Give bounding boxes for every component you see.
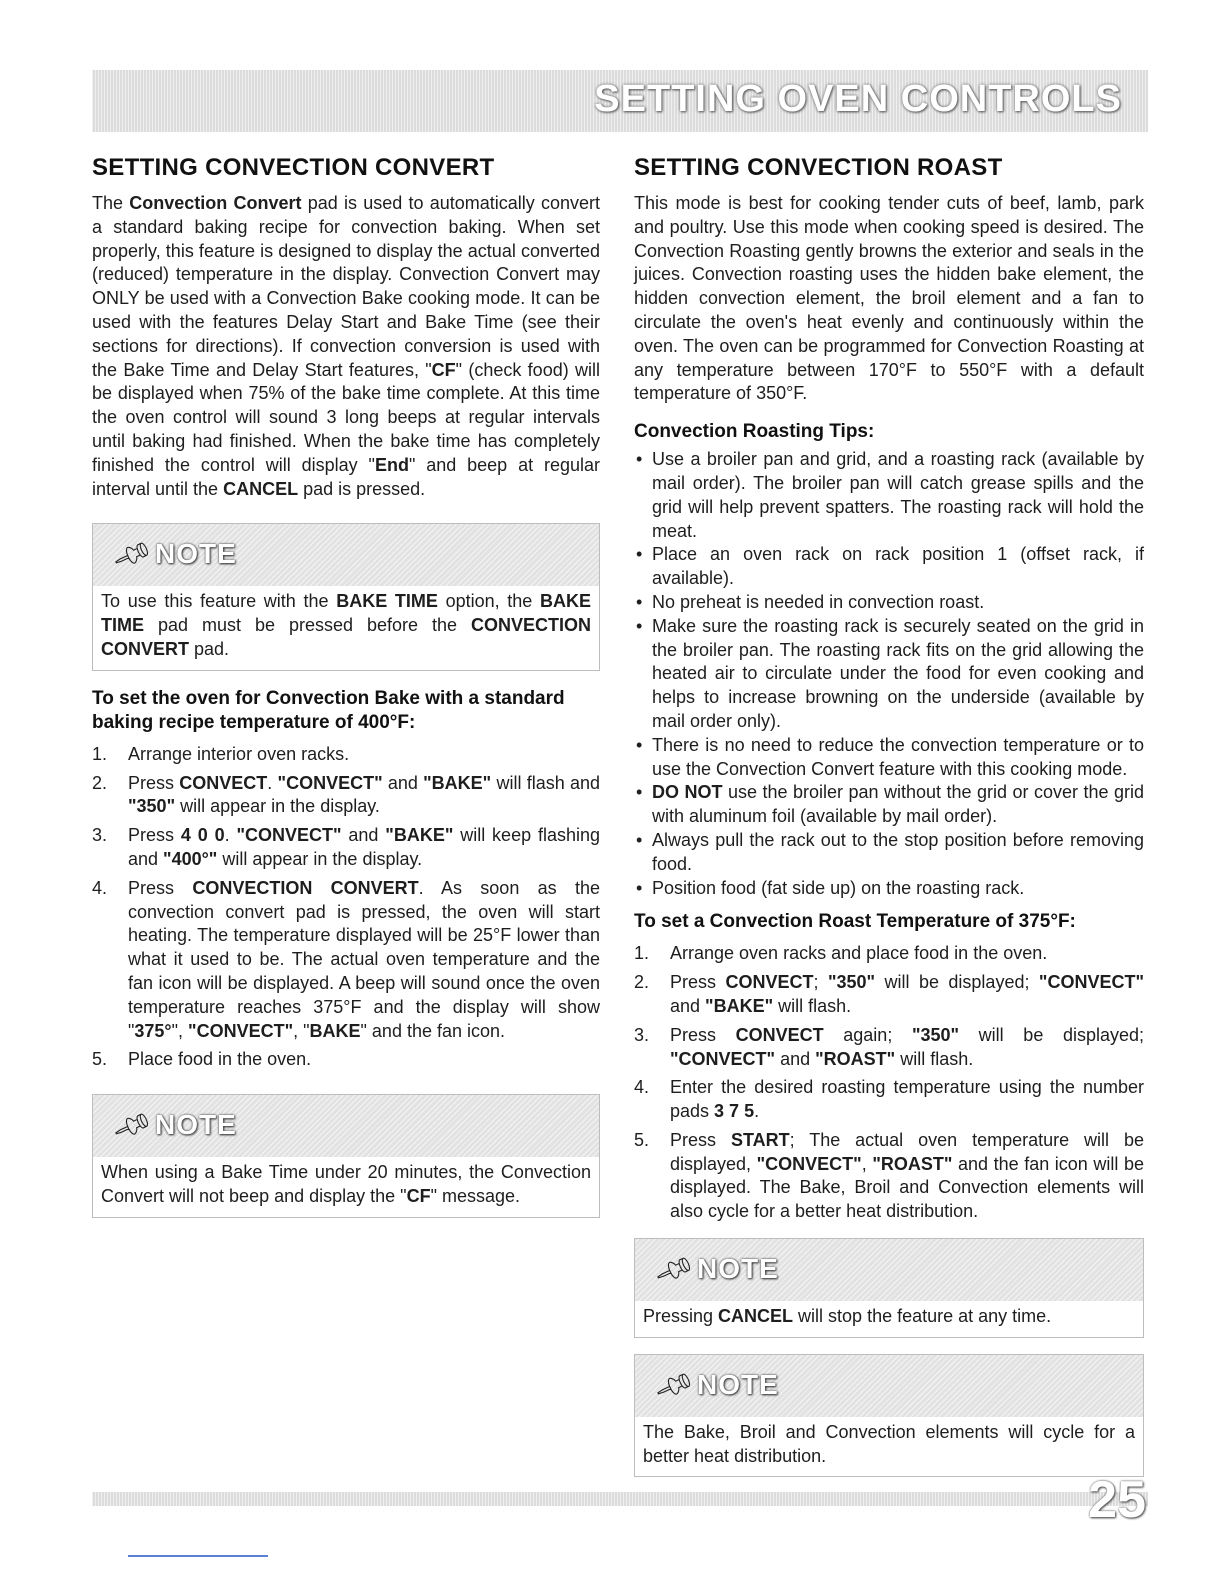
- bold-text: "350": [128, 796, 176, 817]
- tips-list: [634, 448, 1144, 900]
- note-label: NOTE: [697, 1253, 779, 1285]
- note-label: NOTE: [155, 538, 237, 570]
- step-number: 2.: [92, 772, 108, 793]
- right-column: [634, 154, 1144, 1493]
- bold-text: START: [730, 1129, 790, 1150]
- text-run: pad is pressed.: [298, 478, 426, 499]
- step-item: [634, 942, 1144, 966]
- bold-text: Convection Convert: [129, 193, 302, 213]
- tip-item: [634, 734, 1144, 782]
- text-run: ,: [861, 1153, 873, 1174]
- tip-item: [634, 781, 1144, 829]
- bold-text: "CONVECT": [188, 1020, 294, 1041]
- bold-text: DO NOT: [652, 782, 723, 803]
- step-item: [634, 1024, 1144, 1072]
- text-run: ;: [813, 972, 828, 993]
- convection-convert-intro: [92, 192, 600, 501]
- note-label: NOTE: [697, 1368, 779, 1400]
- text-run: Arrange oven racks and place food in the oven.: [670, 943, 1048, 964]
- bold-text: CANCEL: [718, 1306, 794, 1327]
- text-run: will appear in the display.: [175, 796, 380, 817]
- step-item: [634, 971, 1144, 1019]
- text-run: Always pull the rack out to the stop position before removing food.: [652, 829, 1144, 874]
- note-header: [635, 1355, 1143, 1417]
- note-header: [93, 524, 599, 586]
- tip-item: [634, 591, 1144, 615]
- text-run: .: [754, 1101, 760, 1122]
- note-text: [635, 1301, 1143, 1337]
- page-number: 25: [1088, 1471, 1146, 1529]
- text-run: pad must be pressed before the: [144, 615, 471, 636]
- bold-text: "CONVECT": [1038, 972, 1144, 993]
- note-text: [635, 1417, 1143, 1477]
- tip-item: [634, 448, 1144, 543]
- tip-item: [634, 829, 1144, 877]
- text-run: ",: [171, 1020, 189, 1041]
- step-number: 4.: [634, 1077, 650, 1098]
- pushpin-icon: 📌︎: [110, 534, 155, 576]
- step-number: 5.: [634, 1129, 650, 1150]
- text-run: Press: [128, 825, 181, 846]
- step-number: 3.: [634, 1024, 650, 1045]
- bold-text: "400°": [163, 848, 218, 869]
- tip-item: [634, 615, 1144, 734]
- text-run: The: [92, 193, 130, 213]
- bold-text: "ROAST": [815, 1048, 896, 1069]
- step-number: 3.: [92, 825, 108, 846]
- text-run: option, the: [437, 591, 540, 612]
- left-column: [92, 154, 600, 1234]
- bold-text: CONVECT: [725, 972, 814, 993]
- text-run: When using a Bake Time under 20 minutes, the Convection Convert will not beep and display the ": [101, 1162, 591, 1206]
- footer-band: [92, 1492, 1148, 1506]
- section-heading-convection-convert: SETTING CONVECTION CONVERT: [92, 154, 495, 181]
- text-run: " message.: [430, 1185, 521, 1206]
- bold-text: "CONVECT": [670, 1048, 776, 1069]
- procedure-title: To set the oven for Convection Bake with a standard baking recipe temperature of 400°F:: [92, 687, 565, 733]
- step-item: [92, 743, 600, 767]
- text-run: and: [341, 825, 386, 846]
- tips-title: Convection Roasting Tips:: [634, 421, 875, 443]
- text-run: pad.: [189, 638, 230, 659]
- bold-text: CANCEL: [223, 478, 299, 499]
- tip-item: [634, 543, 1144, 591]
- page-title: SETTING OVEN CONTROLS: [594, 78, 1122, 120]
- text-run: To use this feature with the: [101, 591, 337, 612]
- step-number: 4.: [92, 877, 108, 898]
- bold-text: "350": [827, 972, 876, 993]
- text-run: will stop the feature at any time.: [793, 1306, 1052, 1327]
- bold-text: "350": [911, 1024, 960, 1045]
- bold-text: CF: [406, 1185, 431, 1206]
- text-run: Press: [670, 1024, 736, 1045]
- text-run: Arrange interior oven racks.: [128, 743, 350, 764]
- bold-text: End: [374, 454, 409, 475]
- text-run: and the fan icon will be displayed. The Bake, Broil and Convection elements will also cycle for a better heat distribution.: [670, 1153, 1144, 1222]
- text-run: .: [267, 772, 278, 793]
- section-heading-convection-roast: SETTING CONVECTION ROAST: [634, 154, 1003, 181]
- note-box: [92, 1094, 600, 1218]
- note-header: [635, 1239, 1143, 1301]
- bold-text: BAKE TIME: [336, 591, 438, 612]
- note-text: [93, 586, 599, 669]
- text-run: pad is used to automatically convert a standard baking recipe for convection baking. When set properly, this feature is designed to display the actual converted (reduced) temperature in the display. Convection Convert may ONLY be used with a Convection Bake cooking mode. It can be used with the features Delay Start and Bake Time (see their sections for directions). If convection conversion is used with the Bake Time and Delay Start features, ": [92, 193, 600, 380]
- text-run: . As soon as the convection convert pad is pressed, the oven will start heating. The temperature displayed will be 25°F lower than what it used to be. The actual oven temperature and the fan icon will be displayed. A beep will sound once the oven temperature reaches 375°F and the display will show ": [128, 877, 600, 1041]
- text-run: Use a broiler pan and grid, and a roasting rack (available by mail order). The broiler pan will catch grease spills and the grid will help prevent spatters. The roasting rack will hold the meat.: [652, 449, 1144, 541]
- text-run: Press: [670, 972, 726, 993]
- procedure-title: To set a Convection Roast Temperature of 375°F:: [634, 911, 1076, 933]
- bold-text: "CONVECT": [236, 825, 342, 846]
- text-run: Press: [670, 1129, 731, 1150]
- text-run: Place food in the oven.: [128, 1049, 312, 1070]
- text-run: " (check food) will be displayed when 75% of the bake time complete. At this time the oven control will sound 3 long beeps at regular intervals until baking had finished. When the bake time has completely finished the control will display ": [92, 359, 601, 475]
- text-run: will appear in the display.: [217, 848, 423, 869]
- bold-text: "CONVECT": [277, 772, 383, 793]
- text-run: Pressing: [643, 1306, 719, 1327]
- text-run: , ": [293, 1020, 310, 1041]
- text-run: and: [670, 995, 706, 1016]
- bold-text: "BAKE": [385, 825, 454, 846]
- text-run: The Bake, Broil and Convection elements will cycle for a better heat distribution.: [643, 1421, 1135, 1466]
- text-run: There is no need to reduce the convection temperature or to use the Convection Convert feature with this cooking mode.: [652, 734, 1144, 779]
- pushpin-icon: 📌︎: [652, 1248, 697, 1291]
- step-item: [92, 772, 600, 820]
- step-item: [92, 1048, 600, 1072]
- text-run: will flash and: [491, 772, 600, 793]
- note-box: [92, 523, 600, 670]
- header-band: [92, 70, 1148, 132]
- text-run: .: [224, 825, 237, 846]
- bold-text: "BAKE": [423, 772, 492, 793]
- text-run: will be displayed;: [875, 972, 1039, 993]
- step-item: [634, 1129, 1144, 1224]
- procedure-steps: [92, 743, 600, 1072]
- bold-text: CF: [431, 359, 456, 380]
- text-run: Place an oven rack on rack position 1 (offset rack, if available).: [652, 544, 1144, 589]
- text-run: will flash.: [895, 1048, 974, 1069]
- text-run: will be displayed;: [959, 1024, 1145, 1045]
- note-text: [93, 1157, 599, 1217]
- bold-text: 3 7 5: [714, 1101, 755, 1122]
- text-run: Press: [128, 877, 193, 898]
- step-number: 2.: [634, 972, 650, 993]
- bold-text: CONVECTION CONVERT: [192, 877, 419, 898]
- text-run: " and beep at regular interval until the: [92, 454, 601, 499]
- step-item: [92, 877, 600, 1044]
- bold-text: "CONVECT": [756, 1153, 862, 1174]
- bold-text: "ROAST": [872, 1153, 953, 1174]
- bold-text: CONVECTION CONVERT: [101, 615, 591, 659]
- text-run: Position food (fat side up) on the roasting rack.: [652, 877, 1025, 898]
- convection-roast-intro: This mode is best for cooking tender cuts of beef, lamb, park and poultry. Use this mode when cooking speed is desired. The Convection Roasting gently browns the exterior and seals in the juices. Convection roasting uses the hidden bake element, the hidden convection element, the broil element and a fan to circulate the oven's heat evenly and continuously within the oven. The oven can be programmed for Convection Roasting at any temperature between 170°F to 550°F with a default temperature of 350°F.: [634, 193, 1144, 404]
- bold-text: 375°: [134, 1020, 172, 1041]
- bold-text: "BAKE": [705, 995, 774, 1016]
- text-run: No preheat is needed in convection roast.: [652, 591, 985, 612]
- text-run: use the broiler pan without the grid or cover the grid with aluminum foil (available by mail order).: [652, 782, 1145, 827]
- bold-text: CONVECT: [735, 1024, 824, 1045]
- text-run: Press: [128, 772, 180, 793]
- text-run: again;: [823, 1024, 912, 1045]
- text-run: Make sure the roasting rack is securely seated on the grid in the broiler pan. The roasting rack fits on the grid allowing the heated air to circulate under the food for even cooking and helps to increase browning on the underside (available by mail order only).: [652, 615, 1144, 731]
- text-run: Enter the desired roasting temperature using the number pads: [670, 1077, 1144, 1122]
- note-box: [634, 1354, 1144, 1478]
- step-item: [634, 1076, 1144, 1124]
- text-run: will flash.: [773, 995, 852, 1016]
- bold-text: CONVECT: [179, 772, 268, 793]
- text-run: " and the fan icon.: [360, 1020, 506, 1041]
- step-number: 5.: [92, 1049, 108, 1070]
- note-label: NOTE: [155, 1109, 237, 1141]
- text-run: ; The actual oven temperature will be displayed,: [670, 1129, 1144, 1174]
- bold-text: BAKE TIME: [101, 591, 592, 636]
- bold-text: 4 0 0: [180, 825, 225, 846]
- pushpin-icon: 📌︎: [652, 1364, 697, 1407]
- text-run: and: [382, 772, 424, 793]
- step-number: 1.: [92, 743, 108, 764]
- step-number: 1.: [634, 943, 650, 964]
- note-header: [93, 1095, 599, 1157]
- tip-item: [634, 877, 1144, 901]
- procedure-steps: [634, 942, 1144, 1224]
- text-run: will keep flashing and: [128, 825, 600, 869]
- text-run: and: [775, 1048, 816, 1069]
- note-box: [634, 1238, 1144, 1338]
- bold-text: BAKE: [309, 1020, 361, 1041]
- bottom-divider: [128, 1555, 268, 1557]
- step-item: [92, 824, 600, 872]
- pushpin-icon: 📌︎: [110, 1104, 155, 1147]
